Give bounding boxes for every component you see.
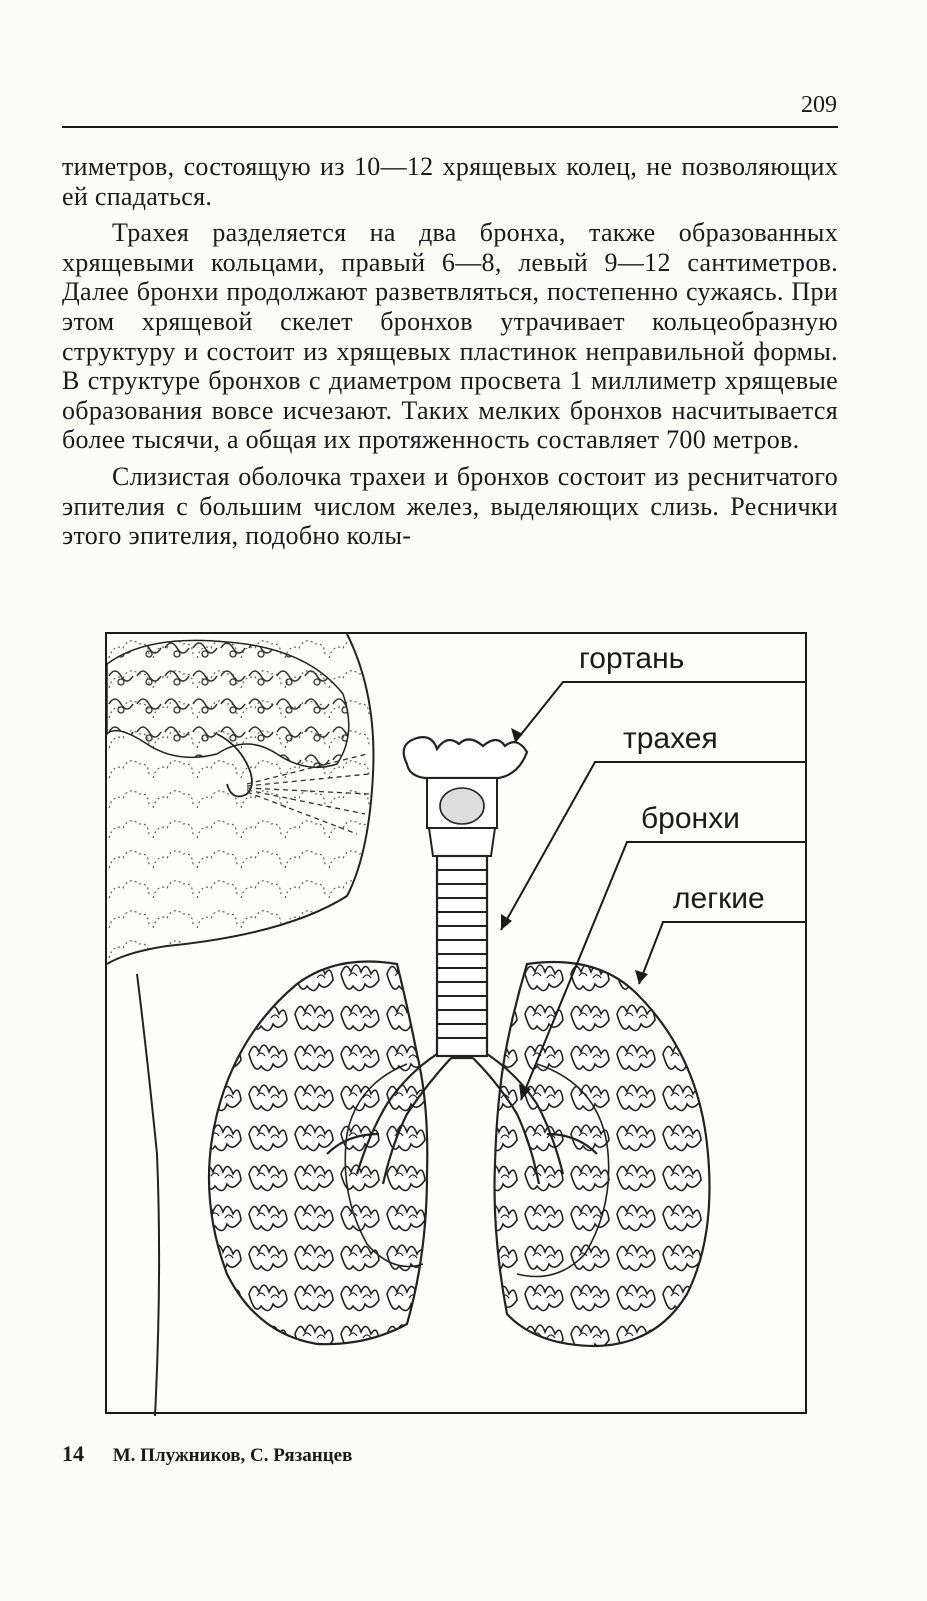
body-text (62, 152, 838, 551)
header-rule (62, 126, 838, 128)
footer (62, 1441, 352, 1467)
page-number: 209 (801, 92, 837, 118)
paragraph-2: Трахея разделяется на два бронха, также образованных хрящевыми кольцами, правый 6—8, левый 9—12 сантиметров. Далее бронхи продолжают разветвляться, постепенно сужаясь. При этом хрящевой скелет бронхов утрачивает кольцеобразную структуру и состоит из хрящевых пластинок неправильной формы. В структуре бронхов с диаметром просвета 1 миллиметр хрящевые образования вовсе исчезают. Таких мелких бронхов насчитывается более тысячи, а общая их протяженность составляет 700 метров. (62, 218, 838, 455)
label-lungs: легкие (673, 882, 765, 915)
respiratory-system-figure (105, 632, 807, 1414)
signature-number: 14 (62, 1441, 84, 1466)
label-bronchi: бронхи (641, 802, 740, 835)
label-larynx: гортань (579, 642, 685, 675)
authors: М. Плужников, С. Рязанцев (112, 1445, 353, 1466)
paragraph-1: тиметров, состоящую из 10—12 хрящевых колец, не позволяющих ей спадаться. (62, 152, 838, 211)
trachea-illustration (437, 856, 487, 1056)
label-trachea: трахея (623, 722, 718, 755)
paragraph-3: Слизистая оболочка трахеи и бронхов состоит из реснитчатого эпителия с большим числом желез, выделяющих слизь. Реснички этого эпителия, подобно колы- (62, 461, 838, 551)
larynx-illustration (404, 737, 527, 856)
